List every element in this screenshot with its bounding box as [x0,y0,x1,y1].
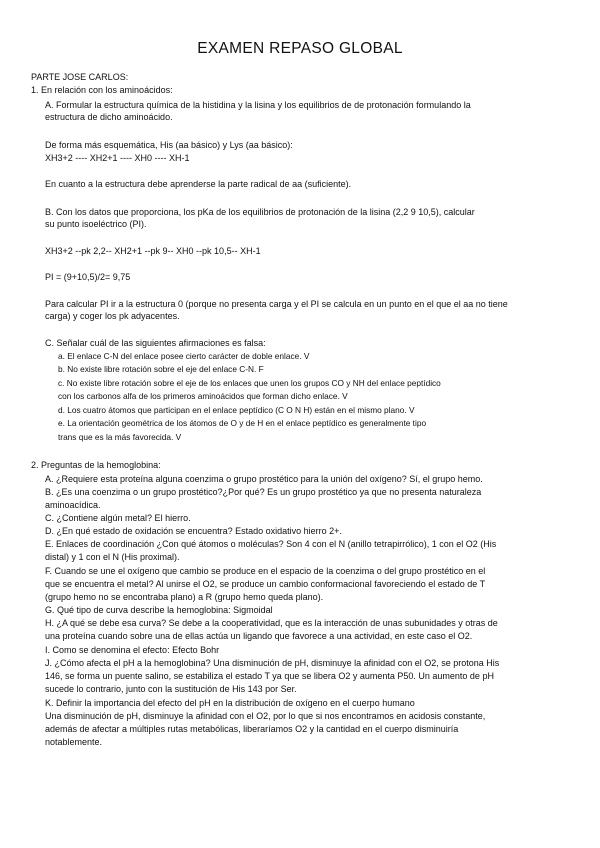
hb-question-j-line-1: J. ¿Cómo afecta el pH a la hemoglobina? Una disminución de pH, disminuye la afinidad con el O2, se protona His [45,658,500,668]
statement-c-line-2: con los carbonos alfa de los primeros aminoácidos que forman dicho enlace. V [58,391,348,401]
statement-e-line-2: trans que es la más favorecida. V [58,432,182,442]
pk-chain: XH3+2 --pk 2,2-- XH2+1 --pk 9-- XH0 --pk 10,5-- XH-1 [45,246,261,256]
statement-c-line-1: c. No existe libre rotación sobre el eje de los enlaces que unen los grupos CO y NH del enlace peptídico [58,378,441,388]
question-1a-line-2: estructura de dicho aminoácido. [45,112,173,122]
hb-question-h-line-1: H. ¿A qué se debe esa curva? Se debe a la cooperatividad, que es la interacción de unas subunidades y otras de [45,618,498,628]
hb-answer-k-line-2: además de afectar a múltiples rutas metabólicas, liberaríamos O2 y la cantidad en el cuerpo disminuiría [45,724,459,734]
pi-explanation-line-1: Para calcular PI ir a la estructura 0 (porque no presenta carga y el PI se calcula en un punto en el que el aa no tiene [45,299,508,309]
hb-question-b-line-1: B. ¿Es una coenzima o un grupo prostético?¿Por qué? Es un grupo prostético ya que no presenta naturaleza [45,487,482,497]
statement-a: a. El enlace C-N del enlace posee cierto carácter de doble enlace. V [58,351,310,361]
hb-question-k: K. Definir la importancia del efecto del pH en la distribución de oxígeno en el cuerpo humano [45,698,415,708]
hb-question-e-line-1: E. Enlaces de coordinación ¿Con qué átomos o moléculas? Son 4 con el N (anillo tetrapirrólico), 1 con el O2 (His [45,539,497,549]
statement-e-line-1: e. La orientación geométrica de los átomos de O y de H en el enlace peptídico es generalmente tipo [58,418,427,428]
section-1-heading: 1. En relación con los aminoácidos: [31,85,173,95]
hb-question-j-line-2: 146, se forma un puente salino, se estabiliza el estado T ya que se libera O2 y aumenta P50. Un aumento de pH [45,671,494,681]
hb-question-j-line-3: sucede lo contrario, junto con la sustitución de His 143 por Ser. [45,684,297,694]
question-1b-line-1: B. Con los datos que proporciona, los pKa de los equilibrios de protonación de la lisina (2,2 9 10,5), calcular [45,207,475,217]
hb-question-c: C. ¿Contiene algún metal? El hierro. [45,513,191,523]
hb-question-f-line-3: (grupo hemo no se encontraba plano) a R (grupo hemo queda plano). [45,592,324,602]
hb-answer-k-line-3: notablemente. [45,737,103,747]
pi-formula: PI = (9+10,5)/2= 9,75 [45,272,131,282]
statement-b: b. No existe libre rotación sobre el eje del enlace C-N. F [58,364,264,374]
hb-answer-k-line-1: Una disminución de pH, disminuye la afinidad con el O2, por lo que si nos encontramos en acidosis constante, [45,711,486,721]
page-title: EXAMEN REPASO GLOBAL [197,40,403,57]
hb-question-b-line-2: aminoacídica. [45,500,101,510]
statement-d: d. Los cuatro átomos que participan en el enlace peptídico (C O N H) están en el mismo plano. V [58,405,415,415]
hb-question-f-line-2: que se encuentra el metal? Al unirse el O2, se produce un cambio conformacional favoreciendo el estado de T [45,579,486,589]
section-2-heading: 2. Preguntas de la hemoglobina: [31,460,161,470]
protonation-equilibria: XH3+2 ---- XH2+1 ---- XH0 ---- XH-1 [45,153,190,163]
hb-question-a: A. ¿Requiere esta proteína alguna coenzima o grupo prostético para la unión del oxígeno? Sí, el grupo hemo. [45,474,483,484]
hb-question-g: G. Qué tipo de curva describe la hemoglobina: Sigmoidal [45,605,273,615]
schematic-intro: De forma más esquemática, His (aa básico) y Lys (aa básico): [45,140,293,150]
hb-question-h-line-2: una proteína cuando sobre una de ellas actúa un ligando que favorece a una actividad, en este caso el O2. [45,631,473,641]
hb-question-e-line-2: distal) y 1 con el N (His proximal). [45,552,180,562]
structure-note: En cuanto a la estructura debe aprenderse la parte radical de aa (suficiente). [45,179,352,189]
question-1c-heading: C. Señalar cuál de las siguientes afirmaciones es falsa: [45,338,266,348]
hb-question-f-line-1: F. Cuando se une el oxígeno que cambio se produce en el espacio de la coenzima o del grupo prostético en el [45,566,486,576]
part-heading: PARTE JOSE CARLOS: [31,72,129,82]
question-1a-line-1: A. Formular la estructura química de la histidina y la lisina y los equilibrios de de protonación formulando la [45,100,471,110]
pi-explanation-line-2: carga) y coger los pk adyacentes. [45,311,180,321]
hb-question-i: I. Como se denomina el efecto: Efecto Bohr [45,645,220,655]
hb-question-d: D. ¿En qué estado de oxidación se encuentra? Estado oxidativo hierro 2+. [45,526,342,536]
question-1b-line-2: su punto isoeléctrico (PI). [45,219,147,229]
